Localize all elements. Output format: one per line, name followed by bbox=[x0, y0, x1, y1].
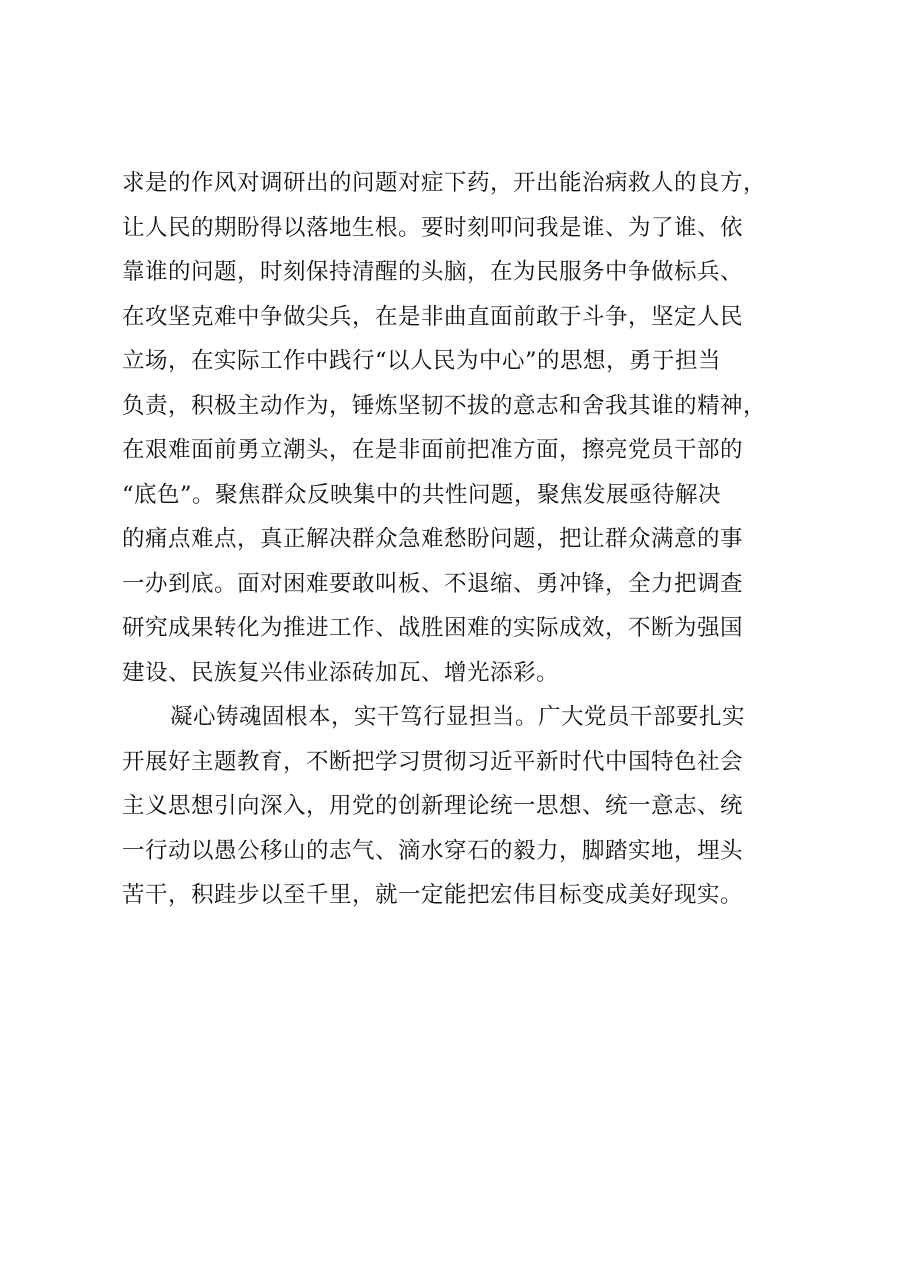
text-line: 苦干，积跬步以至千里，就一定能把宏伟目标变成美好现实。 bbox=[122, 882, 744, 908]
text-line: 求是的作风对调研出的问题对症下药，开出能治病救人的良方， bbox=[122, 170, 767, 196]
text-line: 靠谁的问题，时刻保持清醒的头脑，在为民服务中争做标兵、 bbox=[122, 259, 744, 285]
document-body bbox=[122, 161, 812, 918]
text-line: 一行动以愚公移山的志气、滴水穿石的毅力，脚踏实地，埋头 bbox=[122, 837, 744, 864]
text-line: 开展好主题教育，不断把学习贯彻习近平新时代中国特色社会 bbox=[122, 748, 744, 775]
text-line: 负责，积极主动作为，锤炼坚韧不拔的意志和舍我其谁的精神， bbox=[122, 392, 767, 419]
text-line: 建设、民族复兴伟业添砖加瓦、增光添彩。 bbox=[122, 659, 560, 686]
text-line: 在攻坚克难中争做尖兵，在是非曲直面前敢于斗争，坚定人民 bbox=[122, 303, 744, 330]
text-line: 让人民的期盼得以落地生根。要时刻叩问我是谁、为了谁、依 bbox=[122, 214, 744, 241]
text-line: 研究成果转化为推进工作、战胜困难的实际成效，不断为强国 bbox=[122, 615, 744, 641]
text-line: 立场，在实际工作中践行“以人民为中心”的思想，勇于担当 bbox=[122, 348, 722, 374]
text-line: “底色”。聚焦群众反映集中的共性问题，聚焦发展亟待解决 bbox=[122, 481, 722, 508]
text-line: 在艰难面前勇立潮头，在是非面前把准方面，擦亮党员干部的 bbox=[122, 437, 744, 463]
paragraph-2 bbox=[122, 695, 812, 918]
text-line: 一办到底。面对困难要敢叫板、不退缩、勇冲锋，全力把调查 bbox=[122, 570, 744, 597]
text-line: 的痛点难点，真正解决群众急难愁盼问题，把让群众满意的事 bbox=[122, 526, 744, 552]
text-line: 主义思想引向深入，用党的创新理论统一思想、统一意志、统 bbox=[122, 793, 744, 819]
paragraph-1 bbox=[122, 161, 812, 695]
text-line: 凝心铸魂固根本，实干笃行显担当。广大党员干部要扎实 bbox=[170, 704, 746, 730]
